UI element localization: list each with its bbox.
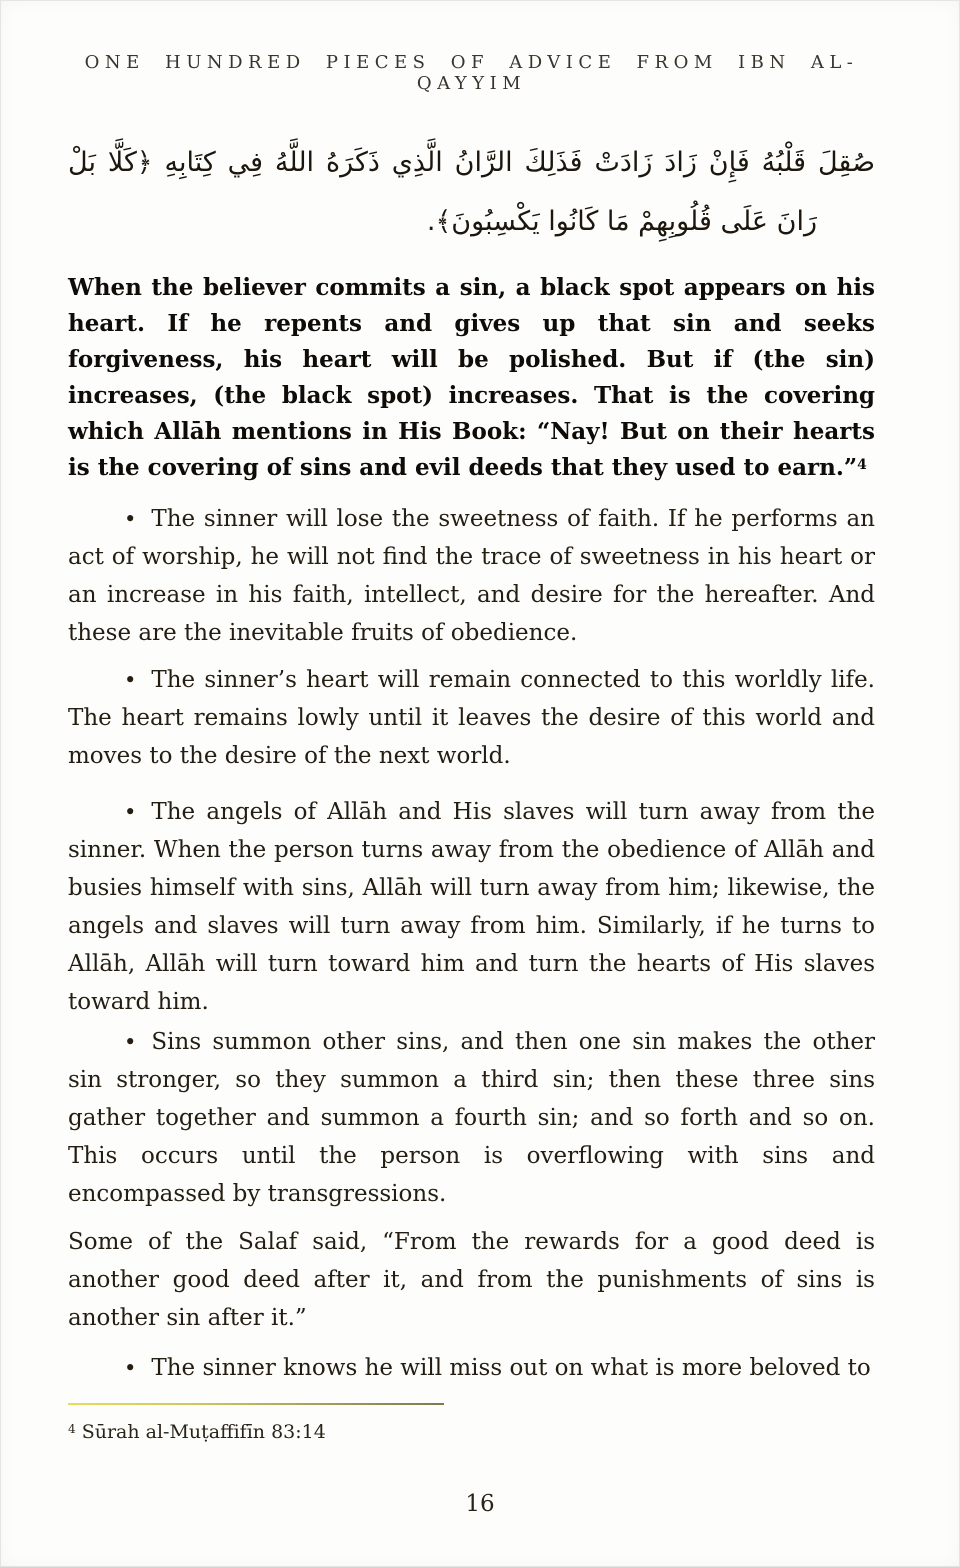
paragraph-text: The sinner’s heart will remain connected to this worldly life. The heart remains lowly until it leaves the desire of this world and moves to the desire of the next world.: [68, 667, 875, 769]
bullet-icon: •: [124, 800, 137, 824]
paragraph-text: Some of the Salaf said, “From the rewards for a good deed is another good deed after it, and from the punishments of sins is another sin after it.”: [68, 1229, 875, 1331]
paragraph-text: The angels of Allāh and His slaves will turn away from the sinner. When the person turns away from the obedience of Allāh and busies himself with sins, Allāh will turn away from him; likewise, the angels and slaves will turn away from him. Similarly, if he turns to Allāh, Allāh will turn toward him and turn the hearts of His slaves toward him.: [68, 799, 875, 1015]
arabic-quote-line-1: صُقِلَ قَلْبُهُ فَإِنْ زَادَ زَادَتْ فَذَلِكَ الرَّانُ الَّذِي ذَكَرَهُ اللَّهُ فِي كِتَابِهِ ﴿كَلَّا بَلْ: [68, 147, 875, 178]
arabic-quote-line-2: رَانَ عَلَى قُلُوبِهِمْ مَا كَانُوا يَكْسِبُونَ﴾.: [426, 206, 817, 237]
paragraph-text: The sinner will lose the sweetness of faith. If he performs an act of worship, he will not find the trace of sweetness in his heart or an increase in his faith, intellect, and desire for the hereafter. And these are the inevitable fruits of obedience.: [68, 506, 875, 646]
footnote-marker: 4: [68, 1422, 76, 1436]
bullet-paragraph: [68, 661, 875, 775]
page-number: 16: [465, 1491, 495, 1517]
footnote-reference: 4: [857, 457, 867, 473]
footnote-text: Sūrah al-Muṭaffifīn 83:14: [81, 1421, 326, 1443]
paragraph-text: The sinner knows he will miss out on what is more beloved to: [151, 1355, 871, 1381]
salaf-quote-paragraph: [68, 1223, 875, 1337]
bullet-icon: •: [124, 1030, 137, 1054]
hadith-translation-paragraph: [68, 270, 875, 486]
bullet-icon: •: [124, 507, 137, 531]
bullet-icon: •: [124, 1356, 137, 1380]
footnote: [68, 1417, 875, 1447]
bullet-paragraph: [68, 500, 875, 652]
paragraph-text: Sins summon other sins, and then one sin makes the other sin stronger, so they summon a third sin; then these three sins gather together and summon a fourth sin; and so forth and so on. This occurs until the person is overflowing with sins and encompassed by transgressions.: [68, 1029, 875, 1207]
bullet-paragraph: [68, 1349, 875, 1387]
bullet-paragraph: [68, 1023, 875, 1213]
bullet-paragraph: [68, 793, 875, 1021]
footnote-divider: [68, 1403, 444, 1405]
bullet-icon: •: [124, 668, 137, 692]
hadith-translation-text: When the believer commits a sin, a black spot appears on his heart. If he repents and gives up that sin and seeks forgiveness, his heart will be polished. But if (the sin) increases, (the black spot) increases. That is the covering which Allāh mentions in His Book: “Nay! But on their hearts is the covering of sins and evil deeds that they used to earn.”: [68, 274, 875, 481]
running-header: ONE HUNDRED PIECES OF ADVICE FROM IBN AL-QAYYIM: [84, 52, 859, 94]
arabic-quote: [68, 133, 875, 251]
